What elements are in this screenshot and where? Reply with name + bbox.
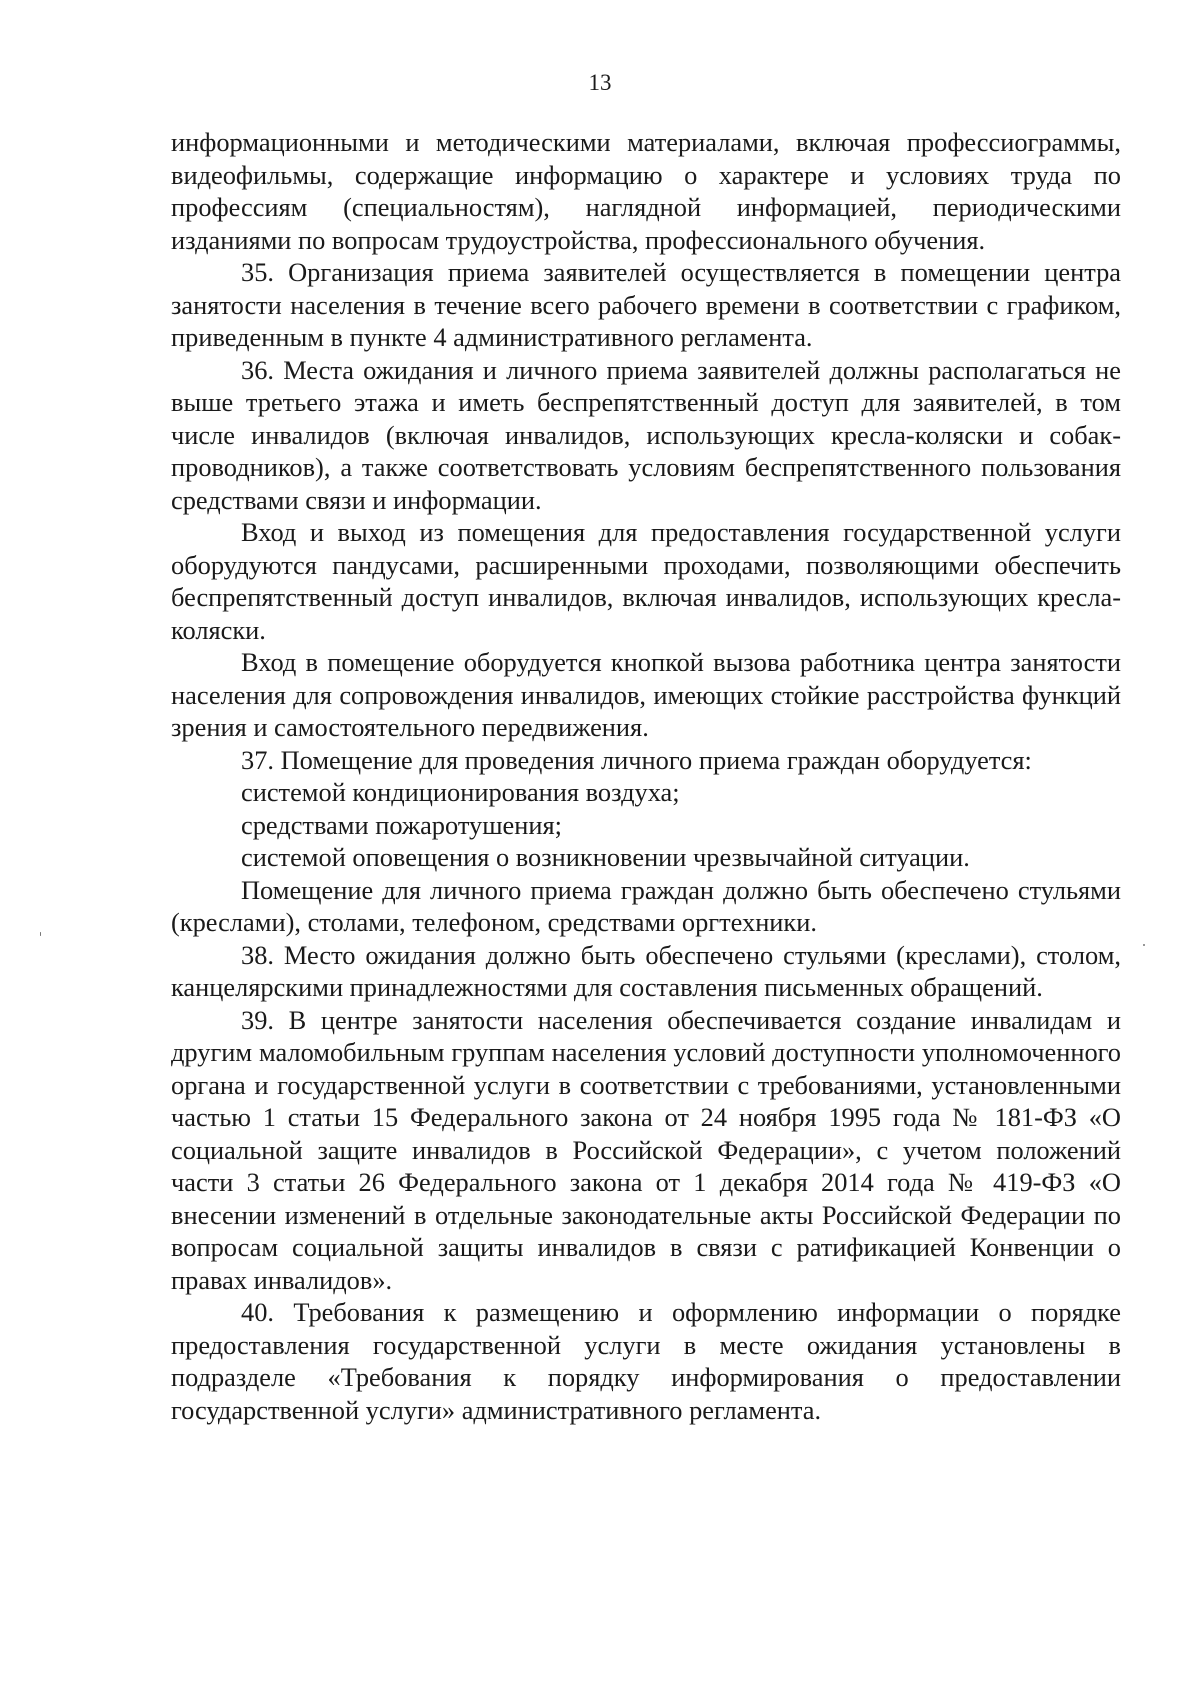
list-item-emergency-alert: системой оповещения о возникновении чрезвычайной ситуации. bbox=[241, 842, 970, 872]
list-item-fire-extinguishing: средствами пожаротушения; bbox=[241, 809, 562, 840]
paragraph-entrance-exit: Вход и выход из помещения для предоставления государственной услуги оборудуются пандусами, расширенными проходами, позволяющими обеспечить беспрепятственный доступ инвалидов, включая инвалидов, использующих кресла-коляски. bbox=[171, 517, 1121, 645]
paragraph-35: 35. Организация приема заявителей осуществляется в помещении центра занятости населения в течение всего рабочего времени в соответствии с графиком, приведенным в пункте 4 административного регламента. bbox=[171, 257, 1121, 352]
paragraph-36: 36. Места ожидания и личного приема заявителей должны располагаться не выше третьего этажа и иметь беспрепятственный доступ для заявителей, в том числе инвалидов (включая инвалидов, использующих кресла-коляски и собак-проводников), а также соответствовать условиям беспрепятственного пользования средствами связи и информации. bbox=[171, 354, 1121, 515]
paragraph-room-furniture: Помещение для личного приема граждан должно быть обеспечено стульями (креслами), столами, телефоном, средствами оргтехники. bbox=[171, 874, 1121, 937]
page-number: 13 bbox=[588, 70, 612, 95]
document-body bbox=[171, 126, 1121, 1426]
scan-speck bbox=[1143, 944, 1145, 946]
paragraph-38: 38. Место ожидания должно быть обеспечено стульями (креслами), столом, канцелярскими принадлежностями для составления письменных обращений. bbox=[171, 939, 1121, 1002]
list-item-air-conditioning: системой кондиционирования воздуха; bbox=[241, 777, 680, 807]
paragraph-40: 40. Требования к размещению и оформлению информации о порядке предоставления государственной услуги в месте ожидания установлены в подразделе «Требования к порядку информирования о предоставлении государственной услуги» административного регламента. bbox=[171, 1297, 1121, 1425]
paragraph-continued: информационными и методическими материалами, включая профессиограммы, видеофильмы, содержащие информацию о характере и условиях труда по профессиям (специальностям), наглядной информацией, периодическими изданиями по вопросам трудоустройства, профессионального обучения. bbox=[171, 127, 1121, 255]
paragraph-37: 37. Помещение для проведения личного приема граждан оборудуется: bbox=[241, 744, 1032, 775]
paragraph-39: 39. В центре занятости населения обеспечивается создание инвалидам и другим маломобильным группам населения условий доступности уполномоченного органа и государственной услуги в соответствии с требованиями, установленными частью 1 статьи 15 Федерального закона от 24 ноября 1995 года № 181-ФЗ «О социальной защите инвалидов в Российской Федерации», с учетом положений части 3 статьи 26 Федерального закона от 1 декабря 2014 года № 419-ФЗ «О внесении изменений в отдельные законодательные акты Российской Федерации по вопросам социальной защиты инвалидов в связи с ратификацией Конвенции о правах инвалидов». bbox=[171, 1004, 1121, 1295]
scan-speck bbox=[40, 932, 41, 936]
paragraph-call-button: Вход в помещение оборудуется кнопкой вызова работника центра занятости населения для сопровождения инвалидов, имеющих стойкие расстройства функций зрения и самостоятельного передвижения. bbox=[171, 647, 1121, 742]
